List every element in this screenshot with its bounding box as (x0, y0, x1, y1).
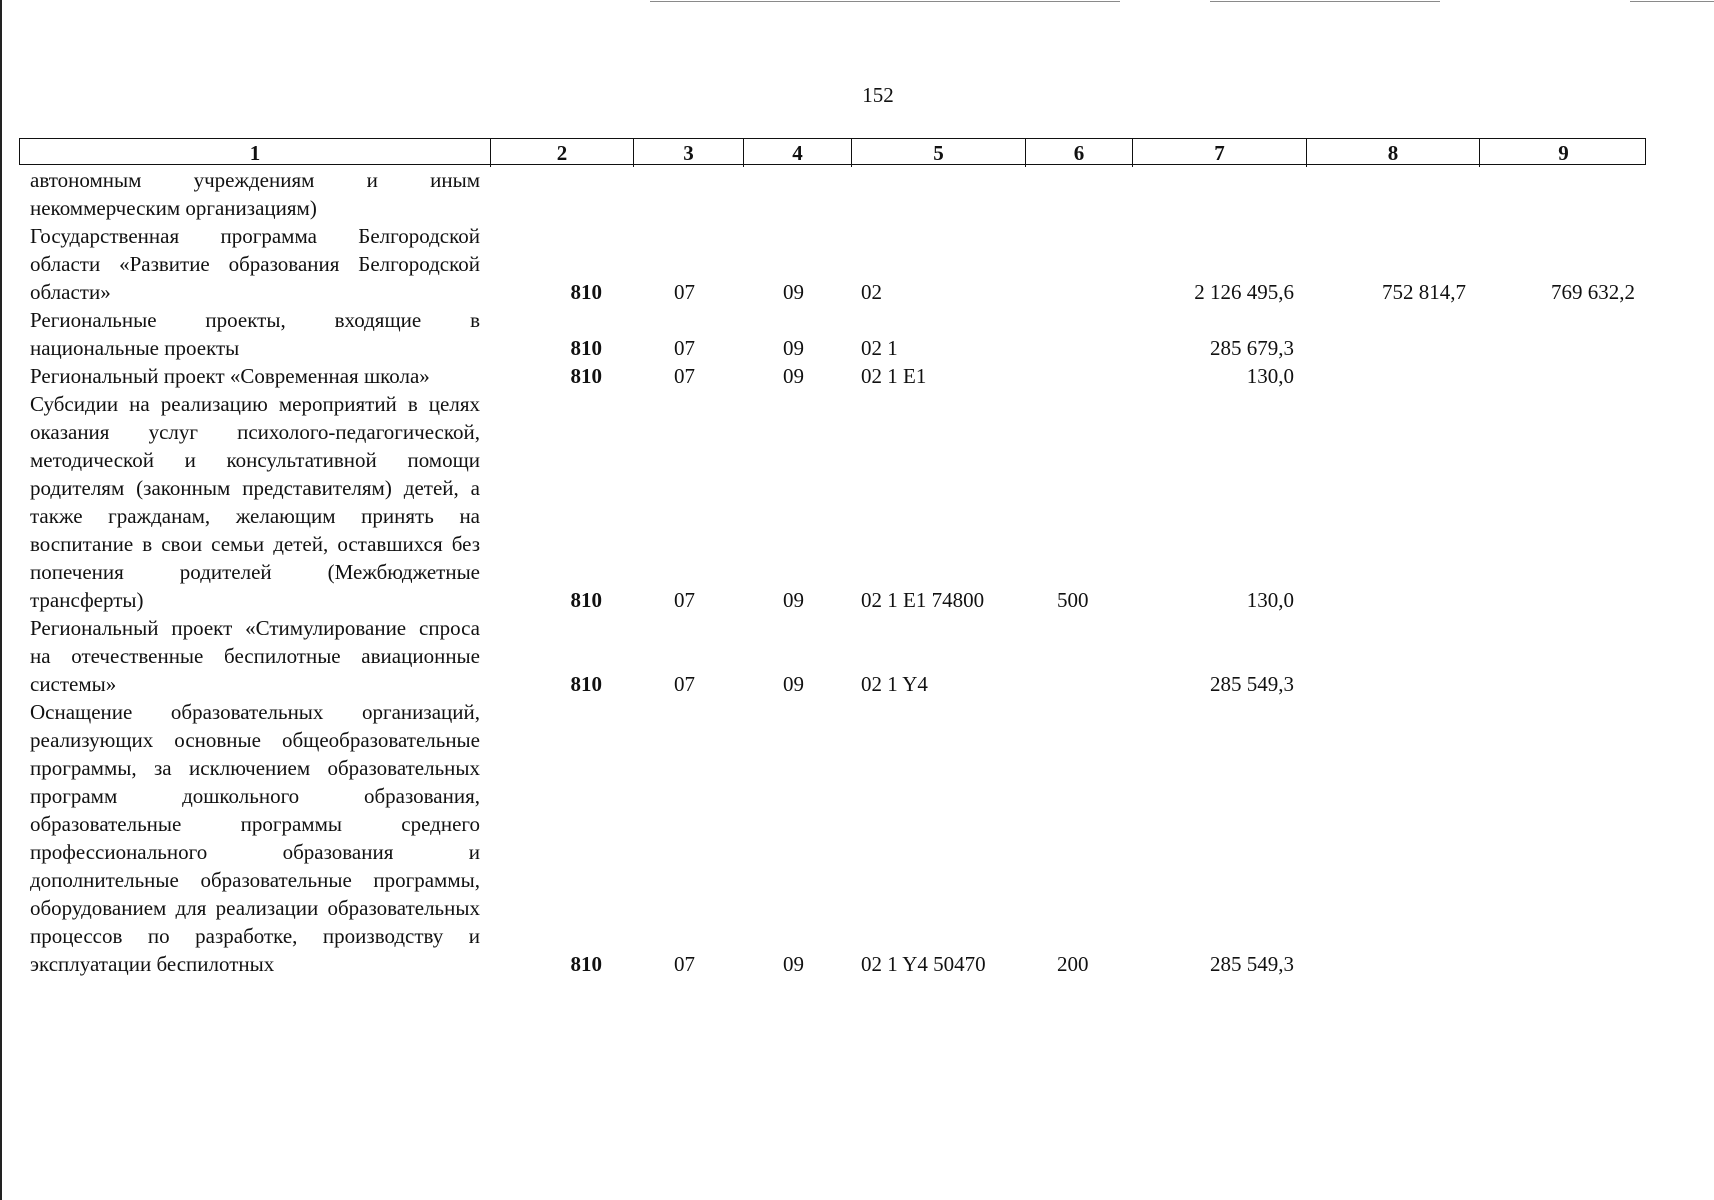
cell-subsection: 09 (783, 280, 804, 304)
cell-amount-8 (1305, 390, 1478, 614)
row-name: Оснащение образовательных организаций, реализующих основные общеобразовательные программы, за исключением образовательных программ дошкольного образования, образовательные программы среднего профессионального образования и дополнительные образовательные программы, оборудованием для реализации образовательных процессов по разработке, производству и эксплуатации беспилотных (30, 700, 480, 976)
table-row (19, 306, 1646, 362)
table-header (19, 138, 1646, 165)
cell-ministry: 810 (570, 364, 602, 388)
cell-subsection: 09 (783, 588, 804, 612)
cell-amount-7: 130,0 (1246, 364, 1294, 388)
cell-amount-9 (1478, 614, 1646, 698)
header-cell: 8 (1306, 139, 1479, 167)
cell-ministry: 810 (570, 336, 602, 360)
table-row (19, 362, 1646, 390)
table-row (19, 222, 1646, 306)
cell-amount-8 (1305, 362, 1478, 390)
cell-target-article (850, 166, 1024, 222)
header-cell: 4 (743, 139, 851, 167)
cell-amount-7: 130,0 (1246, 588, 1294, 612)
cell-section (632, 166, 742, 222)
cell-target-article: 02 1 Y4 50470 (861, 952, 986, 976)
cell-amount-8 (1305, 166, 1478, 222)
cell-subsection: 09 (783, 952, 804, 976)
cell-target-article: 02 (861, 280, 882, 304)
scan-top-rule (1210, 1, 1440, 2)
cell-amount-9 (1478, 166, 1646, 222)
cell-section: 07 (674, 672, 695, 696)
page-number: 152 (862, 83, 894, 107)
scan-top-rule (650, 1, 1120, 2)
table-row (19, 698, 1646, 978)
cell-target-article: 02 1 (861, 336, 898, 360)
cell-expense-type (1024, 166, 1131, 222)
table-row (19, 166, 1646, 222)
scan-top-rule (1630, 1, 1714, 2)
row-name: Региональные проекты, входящие в национальные проекты (30, 308, 480, 360)
cell-amount-7: 285 679,3 (1210, 336, 1294, 360)
cell-target-article: 02 1 Y4 (861, 672, 928, 696)
cell-amount-9 (1478, 390, 1646, 614)
header-cell: 3 (633, 139, 743, 167)
header-cell: 9 (1479, 139, 1647, 167)
header-cell: 1 (249, 141, 261, 165)
cell-amount-8 (1305, 614, 1478, 698)
cell-expense-type: 200 (1057, 952, 1089, 976)
header-cell: 5 (851, 139, 1025, 167)
cell-amount-9 (1478, 306, 1646, 362)
cell-amount-7: 285 549,3 (1210, 672, 1294, 696)
cell-expense-type (1024, 306, 1131, 362)
cell-ministry (489, 166, 632, 222)
cell-amount-8 (1305, 698, 1478, 978)
table-row (19, 614, 1646, 698)
row-name: Государственная программа Белгородской области «Развитие образования Белгородской области» (30, 224, 480, 304)
cell-section: 07 (674, 952, 695, 976)
cell-amount-7 (1131, 166, 1305, 222)
cell-amount-9 (1478, 698, 1646, 978)
cell-ministry: 810 (570, 672, 602, 696)
cell-amount-8 (1305, 306, 1478, 362)
cell-expense-type (1024, 362, 1131, 390)
cell-expense-type (1024, 614, 1131, 698)
header-cell: 6 (1025, 139, 1132, 167)
cell-section: 07 (674, 588, 695, 612)
cell-amount-7: 2 126 495,6 (1194, 280, 1294, 304)
cell-ministry: 810 (570, 588, 602, 612)
cell-target-article: 02 1 Е1 (861, 364, 927, 388)
cell-expense-type (1024, 222, 1131, 306)
table-row (19, 390, 1646, 614)
cell-amount-9: 769 632,2 (1551, 280, 1635, 304)
cell-amount-9 (1478, 362, 1646, 390)
cell-subsection: 09 (783, 364, 804, 388)
row-name: автономным учреждениям и иным некоммерческим организациям) (30, 168, 480, 220)
cell-ministry: 810 (570, 952, 602, 976)
cell-section: 07 (674, 280, 695, 304)
cell-subsection: 09 (783, 672, 804, 696)
cell-subsection (742, 166, 850, 222)
cell-expense-type: 500 (1057, 588, 1089, 612)
row-name: Региональный проект «Современная школа» (30, 364, 430, 388)
table-body (19, 166, 1646, 978)
header-cell: 7 (1132, 139, 1306, 167)
header-cell: 2 (490, 139, 633, 167)
cell-target-article: 02 1 Е1 74800 (861, 588, 985, 612)
cell-section: 07 (674, 364, 695, 388)
row-name: Региональный проект «Стимулирование спроса на отечественные беспилотные авиационные системы» (30, 616, 480, 696)
cell-amount-7: 285 549,3 (1210, 952, 1294, 976)
cell-amount-8: 752 814,7 (1382, 280, 1466, 304)
cell-ministry: 810 (570, 280, 602, 304)
scan-left-edge (0, 0, 2, 1200)
row-name: Субсидии на реализацию мероприятий в целях оказания услуг психолого-педагогической, методической и консультативной помощи родителям (законным представителям) детей, а также гражданам, желающим принять на воспитание в свои семьи детей, оставшихся без попечения родителей (Межбюджетные трансферты) (30, 392, 480, 612)
cell-section: 07 (674, 336, 695, 360)
cell-subsection: 09 (783, 336, 804, 360)
